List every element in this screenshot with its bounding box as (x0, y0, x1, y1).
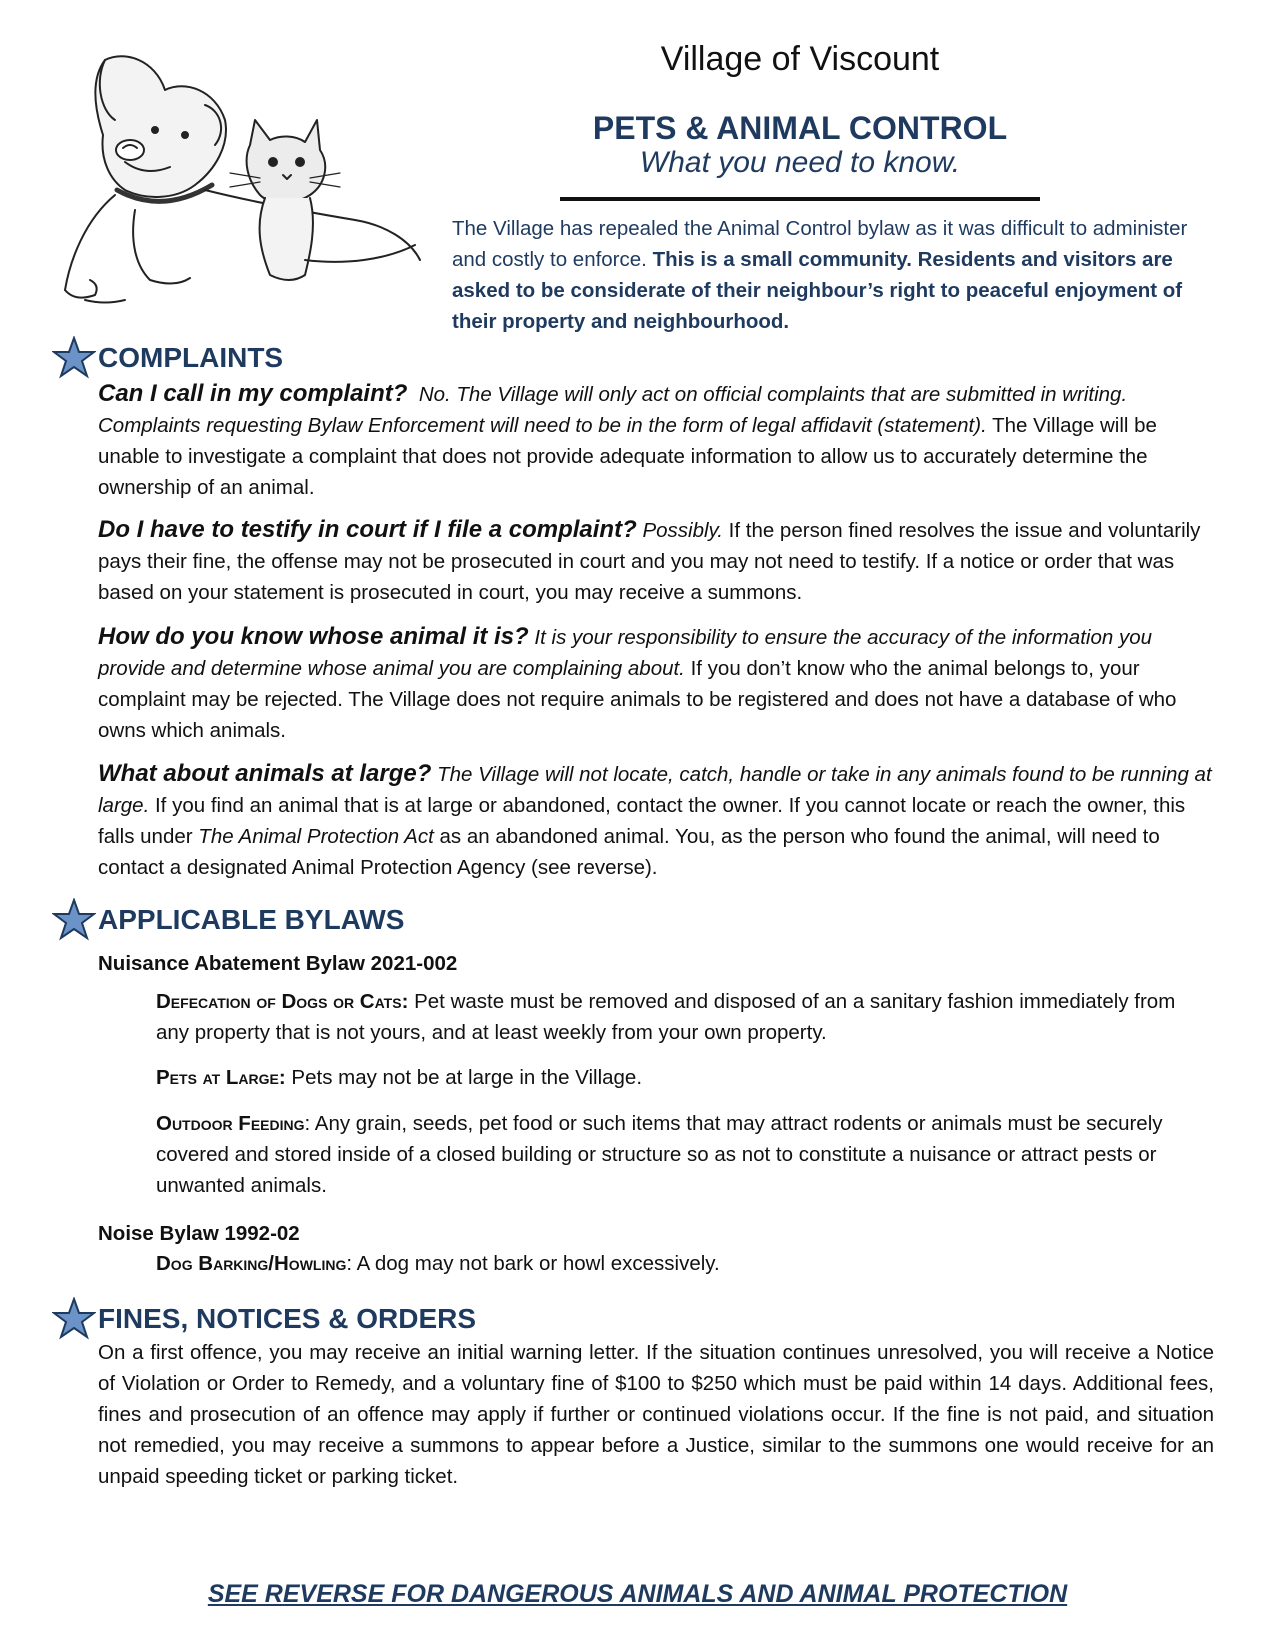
bylaw-label: Outdoor Feeding (156, 1112, 305, 1135)
bylaw-text: Pets may not be at large in the Village. (291, 1066, 643, 1089)
faq-answer: If you find an animal that is at large or abandoned, contact the owner. If you cannot locate or reach the owner, this falls under (98, 794, 1186, 848)
bylaws-heading-label: APPLICABLE BYLAWS (98, 904, 405, 935)
dog-and-cat-illustration (55, 50, 435, 320)
faq-item-at-large (98, 758, 1214, 883)
faq-question: Do I have to testify in court if I file a complaint? (98, 516, 637, 543)
fines-paragraph: On a first offence, you may receive an initial warning letter. If the situation continues unresolved, you will receive a Notice of Violation or Order to Remedy, and a voluntary fine of $100 to $250 which must be paid within 14 days. Additional fees, fines and prosecution of an offence may apply if further or continued violations occur. If the fine is not paid, and situation not remedied, you may receive a summons to appear before a Justice, similar to the summons one would receive for an unpaid speeding ticket or parking ticket. (98, 1341, 1214, 1488)
fines-heading (52, 1297, 476, 1341)
faq-answer: If you don’t know who the animal belongs to, your complaint may be rejected. The Village does not require animals to be registered and does not have a database of who owns which animals. (98, 657, 1177, 742)
noise-bylaw-title: Noise Bylaw 1992-02 (98, 1222, 300, 1245)
act-name: The Animal Protection Act (198, 825, 434, 848)
faq-answer-italic: The Village will not locate, catch, handle or take in any animals found to be running at large. (98, 763, 1212, 817)
bylaw-text: : Any grain, seeds, pet food or such items that may attract rodents or animals must be securely covered and stored inside of a closed building or structure so as not to constitute a nuisance or attract pests or unwanted animals. (156, 1112, 1163, 1197)
faq-item-call-in (98, 378, 1214, 503)
faq-answer-italic: No. The Village will only act on official complaints that are submitted in writing. Complaints requesting Bylaw Enforcement will need to be in the form of legal affidavit (statement). (98, 383, 1128, 437)
village-name: Village of Viscount (660, 40, 940, 78)
faq-answer-italic: Possibly. (642, 519, 723, 542)
bylaw-text: Pet waste must be removed and disposed of an a sanitary fashion immediately from any property that is not yours, and at least weekly from your own property. (156, 990, 1176, 1044)
star-icon (52, 336, 96, 380)
bylaw-text: : A dog may not bark or howl excessively. (346, 1252, 720, 1275)
star-icon (52, 1297, 96, 1341)
complaints-heading-label: COMPLAINTS (98, 342, 284, 373)
intro-paragraph (452, 213, 1192, 337)
faq-item-testify (98, 514, 1214, 608)
bylaw-label: Defecation of Dogs or Cats: (156, 990, 409, 1013)
fines-heading-label: FINES, NOTICES & ORDERS (98, 1303, 477, 1334)
faq-answer-italic: It is your responsibility to ensure the accuracy of the information you provide and determine whose animal you are complaining about. (98, 626, 1153, 680)
faq-question: How do you know whose animal it is? (98, 623, 529, 650)
page-subtitle: What you need to know. (639, 146, 961, 179)
bylaws-heading (52, 898, 404, 942)
faq-item-whose-animal (98, 621, 1214, 746)
nuisance-bylaw-title: Nuisance Abatement Bylaw 2021-002 (98, 952, 458, 975)
bylaw-defecation (156, 986, 1206, 1048)
faq-answer-continued: as an abandoned animal. You, as the person who found the animal, will need to contact a designated Animal Protection Agency (see reverse). (98, 825, 1160, 879)
faq-answer: The Village will be unable to investigate a complaint that does not provide adequate information to allow us to accurately determine the ownership of an animal. (98, 414, 1157, 499)
bylaw-label: Pets at Large: (156, 1066, 286, 1089)
title-divider (560, 197, 1040, 201)
bylaw-pets-at-large (156, 1062, 1206, 1093)
complaints-heading (52, 336, 283, 380)
bylaw-dog-barking (156, 1248, 1206, 1279)
star-icon (52, 898, 96, 942)
faq-question: What about animals at large? (98, 760, 432, 787)
faq-question: Can I call in my complaint? (98, 380, 408, 407)
bylaw-label: Dog Barking/Howling (156, 1252, 347, 1275)
bylaw-outdoor-feeding (156, 1108, 1206, 1201)
faq-answer: If the person fined resolves the issue and voluntarily pays their fine, the offense may not be prosecuted in court and you may not need to testify. If a notice or order that was based on your statement is prosecuted in court, you may receive a summons. (98, 519, 1201, 604)
intro-bold: This is a small community. Residents and visitors are asked to be considerate of their neighbour’s right to peaceful enjoyment of their property and neighbourhood. (452, 248, 1183, 333)
intro-plain: The Village has repealed the Animal Control bylaw as it was difficult to administer and costly to enforce. (452, 217, 1188, 271)
see-reverse-note: SEE REVERSE FOR DANGEROUS ANIMALS AND ANIMAL PROTECTION (207, 1580, 1068, 1608)
page-title: PETS & ANIMAL CONTROL (592, 110, 1008, 146)
